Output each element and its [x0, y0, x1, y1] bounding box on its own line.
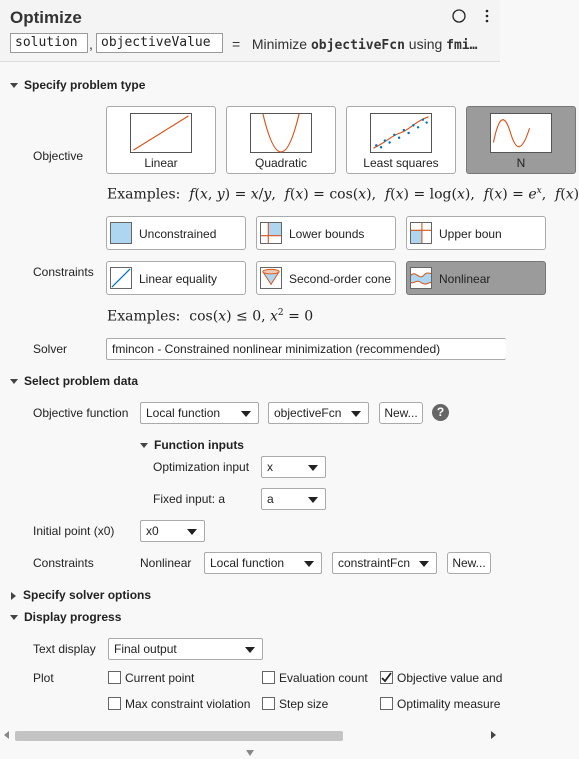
- least-squares-plot-icon: [370, 113, 432, 153]
- constraint-unconstrained[interactable]: [106, 216, 246, 250]
- upper-bounds-icon: [410, 222, 432, 244]
- chevron-down-icon: [308, 465, 318, 471]
- chevron-down-icon: [187, 529, 197, 535]
- tile-label: Linear: [144, 156, 178, 170]
- solver-value: fmincon - Constrained nonlinear minimization (recommended): [112, 342, 441, 356]
- output-var-objective-value[interactable]: objectiveValue: [96, 33, 223, 53]
- nonlinear-plot-icon: [490, 113, 552, 153]
- constraint-linear-equality[interactable]: [106, 261, 246, 295]
- checkbox-optimality-measure[interactable]: [380, 697, 393, 710]
- text-display-dropdown[interactable]: [108, 638, 263, 660]
- tile-label: Quadratic: [254, 156, 308, 170]
- checkbox-label: Current point: [125, 671, 195, 685]
- button-label: Lower bounds: [289, 227, 365, 241]
- optimization-input-dropdown[interactable]: [261, 456, 326, 478]
- dropdown-value: Final output: [114, 642, 177, 656]
- checkmark-icon: [380, 671, 393, 684]
- new-constraint-button[interactable]: New...: [447, 552, 491, 574]
- new-objective-button[interactable]: New...: [379, 402, 423, 424]
- checkbox-label: Optimality measure: [397, 697, 501, 711]
- button-label: Second-order cone: [289, 272, 392, 286]
- tile-label: Least squares: [363, 156, 439, 170]
- examples-label: Examples:: [107, 186, 181, 203]
- button-label: Linear equality: [139, 272, 218, 286]
- circle-icon[interactable]: [452, 9, 466, 23]
- checkbox-label: Objective value and: [397, 671, 503, 685]
- checkbox-label: Max constraint violation: [125, 697, 251, 711]
- objective-examples: Examples: f(x, y) = x/y, f(x) = cos(x), f(x) = log(x), $f(x) = e^x$, f(x): [107, 186, 579, 203]
- checkbox-current-point[interactable]: [108, 671, 121, 684]
- button-label: Unconstrained: [139, 227, 217, 241]
- subsection-function-inputs[interactable]: [140, 438, 244, 452]
- nonlinear-label: Nonlinear: [140, 556, 192, 570]
- section-specify-solver-options[interactable]: [10, 588, 151, 602]
- objective-tile-linear[interactable]: [106, 106, 216, 174]
- collapse-icon: [10, 615, 18, 620]
- dropdown-value: x: [267, 460, 273, 474]
- scroll-left-icon[interactable]: [4, 731, 10, 739]
- dropdown-value: constraintFcn: [338, 556, 411, 570]
- constraint-lower-bounds[interactable]: [256, 216, 396, 250]
- section-title: Function inputs: [154, 438, 244, 452]
- tile-label: N: [516, 156, 526, 170]
- problem-summary: [232, 36, 477, 53]
- constraint-source-dropdown[interactable]: [204, 552, 322, 574]
- cone-icon: [260, 267, 282, 289]
- plot-label: Plot: [33, 671, 54, 685]
- section-title: Display progress: [24, 610, 122, 624]
- text-display-label: Text display: [33, 642, 96, 656]
- separator-comma: ,: [89, 36, 93, 52]
- objective-tile-least-squares[interactable]: [346, 106, 456, 174]
- chevron-down-icon: [419, 561, 429, 567]
- optimization-input-label: Optimization input: [153, 460, 250, 474]
- help-icon[interactable]: ?: [432, 404, 449, 421]
- chevron-down-icon: [351, 411, 361, 417]
- checkbox-step-size[interactable]: [262, 697, 275, 710]
- collapse-task-icon[interactable]: [246, 750, 254, 756]
- chevron-down-icon: [308, 497, 318, 503]
- initial-point-label: Initial point (x0): [33, 524, 115, 538]
- section-title: Specify solver options: [23, 588, 152, 602]
- collapse-icon: [140, 443, 148, 448]
- constraint-function-dropdown[interactable]: [332, 552, 437, 574]
- chevron-down-icon: [304, 561, 314, 567]
- collapse-icon: [10, 379, 18, 384]
- quadratic-plot-icon: [250, 113, 312, 153]
- checkbox-max-constraint-violation[interactable]: [108, 697, 121, 710]
- checkbox-label: Step size: [279, 697, 329, 711]
- checkbox-evaluation-count[interactable]: [262, 671, 275, 684]
- dropdown-value: objectiveFcn: [274, 406, 342, 420]
- objective-function-dropdown[interactable]: [268, 402, 369, 424]
- section-specify-problem-type[interactable]: [10, 78, 145, 92]
- equals-sign: =: [232, 36, 241, 52]
- dropdown-value: x0: [146, 524, 159, 538]
- dropdown-value: Local function: [146, 406, 221, 420]
- button-label: Nonlinear: [439, 272, 491, 286]
- section-select-problem-data[interactable]: [10, 374, 138, 388]
- nonlinear-constraint-icon: [410, 267, 432, 289]
- fixed-input-dropdown[interactable]: [261, 488, 326, 510]
- initial-point-dropdown[interactable]: [140, 520, 205, 542]
- solver-dropdown[interactable]: [106, 338, 506, 360]
- objective-function-label: Objective function: [33, 406, 129, 420]
- objective-label: Objective: [33, 149, 84, 163]
- scroll-thumb[interactable]: [15, 731, 343, 741]
- lower-bounds-icon: [260, 222, 282, 244]
- section-title: Specify problem type: [24, 78, 146, 92]
- dropdown-value: Local function: [210, 556, 285, 570]
- scroll-right-icon[interactable]: [490, 731, 496, 739]
- section-display-progress[interactable]: [10, 610, 121, 624]
- linear-plot-icon: [130, 113, 192, 153]
- section-title: Select problem data: [24, 374, 139, 388]
- expand-icon: [11, 592, 16, 600]
- chevron-down-icon: [241, 411, 251, 417]
- dropdown-value: a: [267, 492, 274, 506]
- checkbox-label: Evaluation count: [279, 671, 368, 685]
- unconstrained-icon: [110, 222, 132, 244]
- output-var-solution[interactable]: solution: [10, 33, 88, 53]
- examples-label: Examples:: [107, 308, 181, 325]
- constraint-nonlinear[interactable]: [406, 261, 546, 295]
- button-label: Upper boun: [439, 227, 502, 241]
- app-title: Optimize: [10, 8, 82, 27]
- constraint-examples: Examples: cos(x) ≤ 0, $x^2 = 0$: [107, 308, 314, 325]
- solver-name-short: fmi…: [446, 38, 478, 53]
- constraint-second-order-cone[interactable]: [256, 261, 396, 295]
- collapse-icon: [10, 83, 18, 88]
- chevron-down-icon: [245, 647, 255, 653]
- objective-fcn-name: objectiveFcn: [310, 38, 405, 53]
- objective-source-dropdown[interactable]: [140, 402, 259, 424]
- constraint-upper-bounds[interactable]: [406, 216, 546, 250]
- objective-tile-nonlinear[interactable]: [466, 106, 576, 174]
- data-constraints-label: Constraints: [33, 556, 94, 570]
- fixed-input-label: Fixed input: a: [153, 492, 226, 506]
- linear-equality-icon: [110, 267, 132, 289]
- minimize-word: Minimize: [251, 36, 308, 52]
- objective-tile-quadratic[interactable]: [226, 106, 336, 174]
- checkbox-objective-value[interactable]: [380, 671, 393, 684]
- using-word: using: [408, 36, 443, 52]
- more-options-icon[interactable]: [480, 9, 494, 23]
- solver-label: Solver: [33, 342, 68, 356]
- constraints-label: Constraints: [33, 265, 94, 279]
